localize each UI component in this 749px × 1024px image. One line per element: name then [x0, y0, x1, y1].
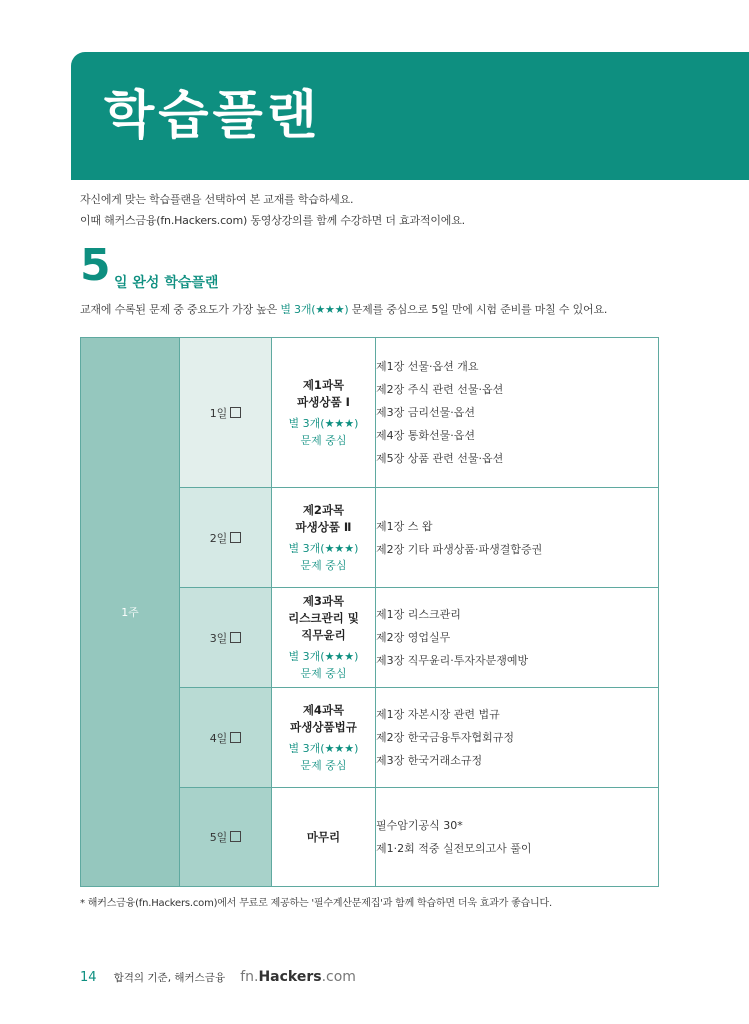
- subject-cell: [272, 338, 376, 488]
- subject-title: 파생상품법규: [290, 719, 357, 734]
- footer-slogan: 합격의 기준, 해커스금융: [113, 972, 226, 984]
- chapter-item: 제2장 영업실무: [376, 631, 451, 644]
- subject-cell: [272, 588, 376, 688]
- star-note: 별 3개(★★★): [288, 741, 359, 755]
- subject-title: 제1과목: [302, 377, 345, 392]
- intro-line-1: 자신에게 맞는 학습플랜을 선택하여 본 교재를 학습하세요.: [80, 193, 354, 206]
- subject-title: 마무리: [306, 829, 341, 844]
- footnote: * 해커스금융(fn.Hackers.com)에서 무료로 제공하는 '필수계산문제집'과 함께 학습하면 더욱 효과가 좋습니다.: [80, 898, 552, 909]
- day-label: 2일: [209, 531, 228, 545]
- checkbox-icon[interactable]: [230, 532, 241, 543]
- plan-description: [80, 301, 607, 317]
- checkbox-icon[interactable]: [230, 407, 241, 418]
- star-note: 문제 중심: [300, 558, 347, 572]
- plan-desc-highlight: 별 3개(★★★): [280, 303, 349, 316]
- chapter-cell: [376, 338, 659, 488]
- star-note: 별 3개(★★★): [288, 416, 359, 430]
- checkbox-icon[interactable]: [230, 632, 241, 643]
- subject-title: 제2과목: [302, 502, 345, 517]
- site-name: Hackers: [258, 969, 322, 985]
- star-note: 별 3개(★★★): [288, 541, 359, 555]
- day-label: 4일: [209, 731, 228, 745]
- chapter-item: 제2장 한국금융투자협회규정: [376, 731, 515, 744]
- chapter-item: 제1장 선물·옵션 개요: [376, 360, 479, 373]
- star-note: 문제 중심: [300, 433, 347, 447]
- subject-title: 제4과목: [302, 702, 345, 717]
- chapter-item: 제2장 기타 파생상품·파생결합증권: [376, 542, 543, 556]
- day-cell: [180, 688, 272, 788]
- chapter-item: 제1장 스 왑: [376, 519, 433, 533]
- chapter-cell: [376, 688, 659, 788]
- subject-title: 파생상품 Ⅰ: [297, 394, 350, 409]
- page-number: 14: [80, 970, 97, 985]
- chapter-item: 제1장 리스크관리: [376, 608, 461, 621]
- site-suffix: .com: [321, 969, 356, 985]
- day-label: 3일: [209, 631, 228, 645]
- chapter-item: 제3장 금리선물·옵션: [376, 406, 475, 419]
- chapter-item: 제1장 자본시장 관련 법규: [376, 708, 500, 721]
- subject-cell: [272, 688, 376, 788]
- chapter-cell: [376, 588, 659, 688]
- star-note: 문제 중심: [300, 667, 347, 680]
- chapter-item: 제5장 상품 관련 선물·옵션: [376, 452, 504, 465]
- plan-number: 5: [80, 240, 111, 291]
- star-note: 문제 중심: [300, 758, 347, 772]
- subject-title: 리스크관리 및: [288, 611, 359, 625]
- checkbox-icon[interactable]: [230, 831, 241, 842]
- chapter-cell: [376, 488, 659, 588]
- day-label: 5일: [209, 831, 228, 844]
- page-title: 학습플랜: [104, 86, 321, 146]
- chapter-item: 제3장 직무윤리·투자자분쟁예방: [376, 654, 529, 667]
- day-label: 1일: [209, 406, 228, 420]
- subject-cell: [272, 488, 376, 588]
- chapter-cell: [376, 788, 659, 887]
- page-footer: [80, 966, 356, 985]
- chapter-item: 필수암기공식 30*: [376, 819, 463, 832]
- header-band: [71, 52, 749, 180]
- plan-desc-text-end: 문제를 중심으로 5일 만에 시험 준비를 마칠 수 있어요.: [348, 303, 608, 316]
- plan-title: 일 완성 학습플랜: [114, 275, 219, 291]
- subject-cell: [272, 788, 376, 887]
- week-label: 1주: [81, 338, 180, 887]
- site-prefix: fn.: [240, 969, 259, 985]
- intro-line-2: 이때 해커스금융(fn.Hackers.com) 동영상강의를 함께 수강하면 더 효과적이에요.: [80, 214, 465, 227]
- subject-title: 제3과목: [302, 594, 345, 608]
- chapter-item: 제1·2회 적중 실전모의고사 풀이: [376, 842, 532, 855]
- chapter-item: 제3장 한국거래소규정: [376, 754, 483, 767]
- day-cell: [180, 488, 272, 588]
- study-plan-table: [80, 337, 659, 887]
- chapter-item: 제2장 주식 관련 선물·옵션: [376, 383, 504, 396]
- checkbox-icon[interactable]: [230, 732, 241, 743]
- subject-title: 직무윤리: [301, 628, 346, 642]
- day-cell: [180, 588, 272, 688]
- chapter-item: 제4장 통화선물·옵션: [376, 429, 475, 442]
- subject-title: 파생상품 Ⅱ: [295, 519, 352, 534]
- plan-row: [81, 338, 659, 488]
- day-cell: [180, 338, 272, 488]
- star-note: 별 3개(★★★): [288, 650, 359, 663]
- day-cell: [180, 788, 272, 887]
- plan-desc-text: 교재에 수록된 문제 중 중요도가 가장 높은: [80, 303, 281, 316]
